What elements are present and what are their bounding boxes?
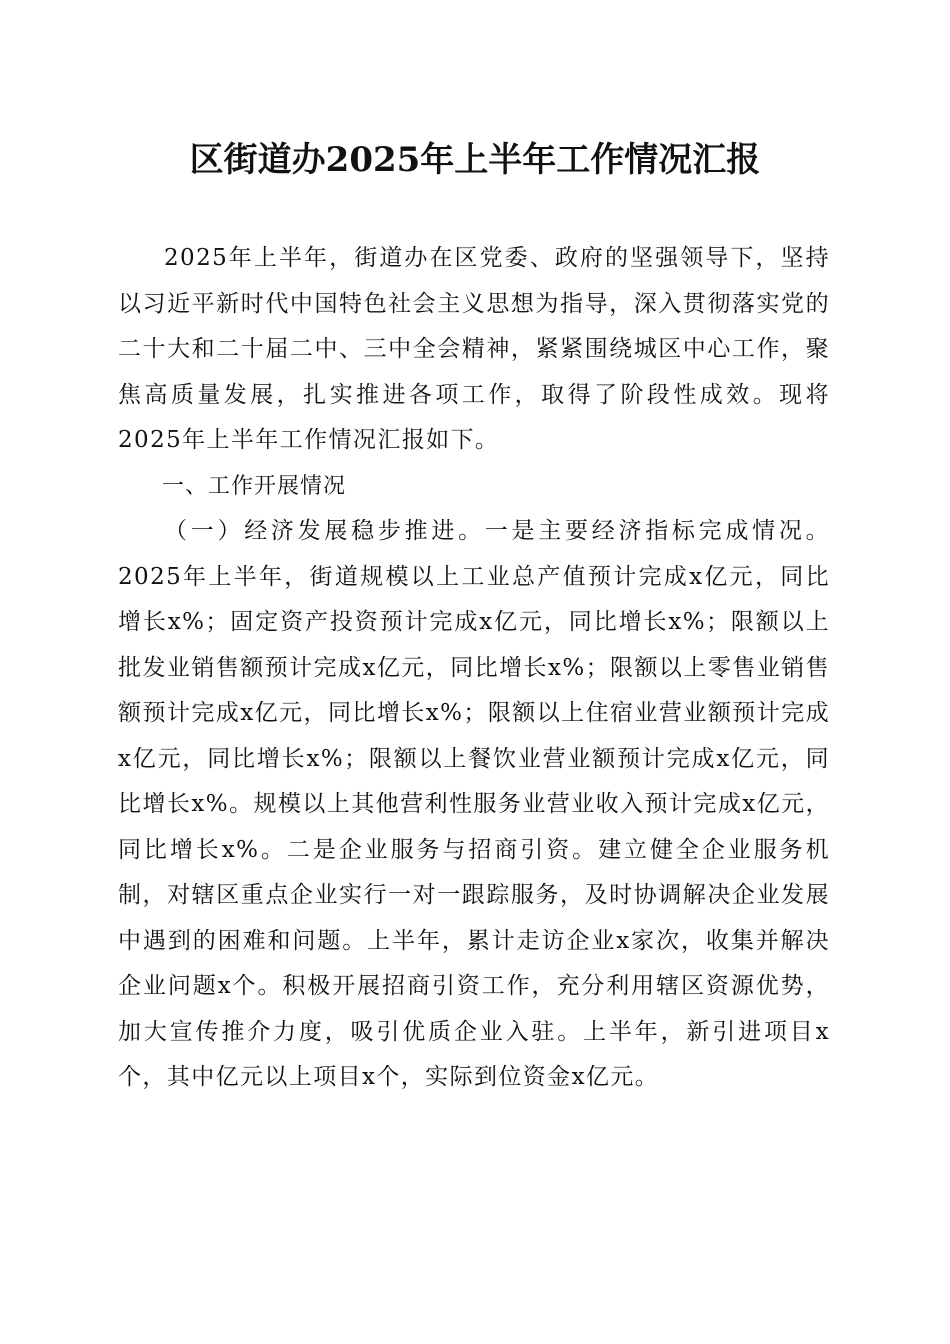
document-title: 区街道办2025年上半年工作情况汇报: [189, 140, 761, 180]
economy-paragraph: （一）经济发展稳步推进。一是主要经济指标完成情况。2025年上半年，街道规模以上工业总产值预计完成x亿元，同比增长x%；固定资产投资预计完成x亿元，同比增长x%；限额以上批发业销售额预计完成x亿元，同比增长x%；限额以上零售业销售额预计完成x亿元，同比增长x%；限额以上住宿业营业额预计完成x亿元，同比增长x%；限额以上餐饮业营业额预计完成x亿元，同比增长x%。规模以上其他营利性服务业营业收入预计完成x亿元，同比增长x%。二是企业服务与招商引资。建立健全企业服务机制，对辖区重点企业实行一对一跟踪服务，及时协调解决企业发展中遇到的困难和问题。上半年，累计走访企业x家次，收集并解决企业问题x个。积极开展招商引资工作，充分利用辖区资源优势，加大宣传推介力度，吸引优质企业入驻。上半年，新引进项目x个，其中亿元以上项目x个，实际到位资金x亿元。: [118, 518, 830, 1090]
section-heading-work-progress: 一、工作开展情况: [162, 473, 347, 499]
document-body: [118, 236, 830, 1101]
intro-paragraph: 2025年上半年，街道办在区党委、政府的坚强领导下，坚持以习近平新时代中国特色社会主义思想为指导，深入贯彻落实党的二十大和二十届二中、三中全会精神，紧紧围绕城区中心工作，聚焦高质量发展，扎实推进各项工作，取得了阶段性成效。现将2025年上半年工作情况汇报如下。: [118, 245, 830, 453]
